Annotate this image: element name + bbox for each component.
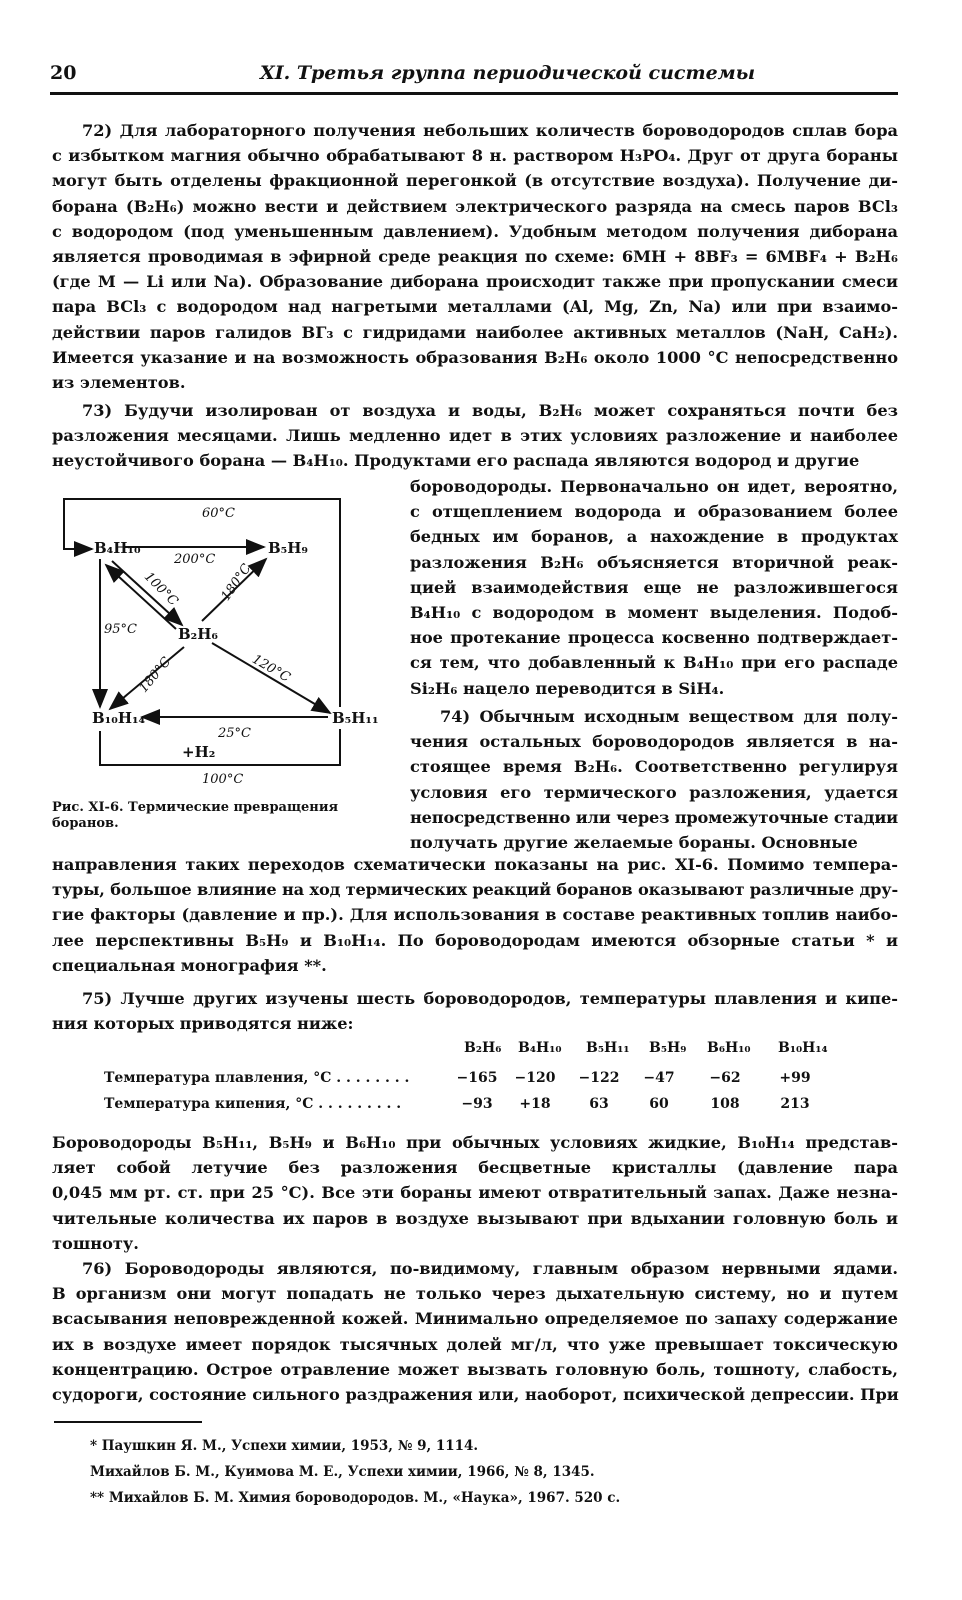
footnote-rule bbox=[54, 1421, 202, 1423]
running-title: XI. Третья группа периодической системы bbox=[260, 62, 756, 84]
text-line: их в воздухе имеет порядок тысячных долей мг/л, что уже превышает токсическую bbox=[52, 1334, 898, 1354]
text-line: В организм они могут попадать не только через дыхательную систему, но и путем bbox=[52, 1284, 898, 1304]
text-line: 72) Для лабораторного получения небольших количеств бороводородов сплав бора bbox=[82, 121, 898, 140]
text-line: непосредственно или через промежуточные стадии bbox=[410, 807, 898, 827]
label-100c-bottom: 100°C bbox=[202, 772, 244, 787]
text-line: тошноту. bbox=[52, 1233, 139, 1253]
table-cell: 60 bbox=[649, 1096, 669, 1112]
table-header: B₅H₁₁ bbox=[586, 1040, 630, 1056]
text-line: 75) Лучше других изучены шесть бороводородов, температуры плавления и кипе- bbox=[82, 989, 898, 1008]
text-line: с отщеплением водорода и образованием более bbox=[410, 502, 898, 522]
text-line: разложения месяцами. Лишь медленно идет в этих условиях разложение и наиболее bbox=[52, 426, 898, 446]
paragraph-75 bbox=[52, 986, 898, 1036]
label-h2: +H₂ bbox=[182, 743, 216, 761]
text-line: специальная монография **. bbox=[52, 955, 327, 975]
text-line: B₄H₁₀ с водородом в момент выделения. Подоб- bbox=[410, 603, 898, 623]
node-b2h6: B₂H₆ bbox=[178, 625, 218, 643]
text-line: лее перспективны B₅H₉ и B₁₀H₁₄. По бороводородам имеются обзорные статьи * и bbox=[52, 930, 898, 950]
text-line: концентрацию. Острое отравление может вызвать головную боль, тошноту, слабость, bbox=[52, 1359, 898, 1379]
text-line: неустойчивого борана — B₄H₁₀. Продуктами его распада являются водород и другие bbox=[52, 451, 860, 471]
text-line: чения остальных бороводородов является в на- bbox=[410, 732, 898, 752]
edge-120c bbox=[212, 643, 330, 713]
table-header: B₄H₁₀ bbox=[518, 1040, 562, 1056]
paragraph-73-top bbox=[52, 398, 898, 474]
paragraph-74-full bbox=[52, 852, 898, 978]
figure-caption: Рис. XI-6. Термические превращения боранов. bbox=[52, 800, 339, 831]
borane-transformations-diagram bbox=[52, 487, 392, 787]
table-cell: +18 bbox=[519, 1096, 551, 1112]
text-line: направления таких переходов схематически показаны на рис. XI-6. Помимо темпера- bbox=[52, 855, 898, 874]
text-line: ния которых приводятся ниже: bbox=[52, 1014, 354, 1034]
label-120c: 120°C bbox=[249, 651, 293, 686]
text-line: разложения B₂H₆ объясняется вторичной реак- bbox=[410, 552, 898, 572]
text-line: с водородом (под уменьшенным давлением). Удобным методом получения диборана bbox=[52, 221, 898, 241]
label-60c: 60°C bbox=[202, 506, 235, 521]
text-line: (где M — Li или Na). Образование диборана происходит также при пропускании смеси bbox=[52, 272, 898, 292]
table-cell: −165 bbox=[456, 1070, 498, 1086]
table-cell: +99 bbox=[779, 1070, 811, 1086]
footnote-1: * Паушкин Я. М., Успехи химии, 1953, № 9, 1114. bbox=[90, 1438, 479, 1454]
table-cell: −47 bbox=[643, 1070, 675, 1086]
page-number: 20 bbox=[50, 62, 77, 84]
table-header: B₅H₉ bbox=[649, 1040, 687, 1056]
header-rule bbox=[50, 92, 898, 95]
table-cell: −120 bbox=[514, 1070, 556, 1086]
text-line: получать другие желаемые бораны. Основные bbox=[410, 833, 858, 853]
text-line: ляет собой летучие без разложения бесцветные кристаллы (давление пара bbox=[52, 1158, 898, 1178]
text-line: Бороводороды B₅H₁₁, B₅H₉ и B₆H₁₀ при обычных условиях жидкие, B₁₀H₁₄ представ- bbox=[52, 1133, 898, 1152]
table-row-label: Температура кипения, °C . . . . . . . . . bbox=[104, 1096, 402, 1112]
footnote-2: Михайлов Б. М., Куимова М. Е., Успехи химии, 1966, № 8, 1345. bbox=[90, 1464, 595, 1480]
text-line: Имеется указание и на возможность образования B₂H₆ около 1000 °C непосредственно bbox=[52, 347, 898, 367]
node-b5h11: B₅H₁₁ bbox=[332, 709, 379, 727]
text-line: гие факторы (давление и пр.). Для использования в составе реактивных топлив наибо- bbox=[52, 905, 898, 925]
text-line: цией взаимодействия еще не разложившегося bbox=[410, 577, 898, 597]
table-cell: −122 bbox=[578, 1070, 620, 1086]
text-line: 74) Обычным исходным веществом для полу- bbox=[440, 707, 898, 726]
paragraph-73-side bbox=[410, 474, 898, 701]
text-line: пара BCl₃ с водородом над нагретыми металлами (Al, Mg, Zn, Na) или при взаимо- bbox=[52, 297, 898, 317]
table-cell: 213 bbox=[780, 1096, 810, 1112]
label-100c-diag: 100°C bbox=[140, 569, 181, 610]
text-line: Si₂H₆ нацело переводится в SiH₄. bbox=[410, 678, 725, 698]
text-line: действии паров галидов BГ₃ с гидридами наиболее активных металлов (NaH, CaH₂). bbox=[52, 322, 898, 342]
text-line: бедных им боранов, а нахождение в продуктах bbox=[410, 527, 898, 547]
text-line: с избытком магния обычно обрабатывают 8 н. раствором H₃PO₄. Друг от друга бораны bbox=[52, 146, 898, 166]
text-line: бороводороды. Первоначально он идет, вероятно, bbox=[410, 477, 898, 496]
label-180c-down: 180°C bbox=[136, 654, 175, 696]
footnote-3: ** Михайлов Б. М. Химия бороводородов. М., «Наука», 1967. 520 с. bbox=[90, 1490, 621, 1506]
text-line: всасывания неповрежденной кожей. Минимально определяемое по запаху содержание bbox=[52, 1309, 898, 1329]
table-header: B₁₀H₁₄ bbox=[778, 1040, 828, 1056]
text-line: 73) Будучи изолирован от воздуха и воды, B₂H₆ может сохраняться почти без bbox=[82, 401, 898, 420]
text-line: борана (B₂H₆) можно вести и действием электрического разряда на смесь паров BCl₃ bbox=[52, 196, 898, 216]
paragraph-76 bbox=[52, 1256, 898, 1407]
paragraph-72 bbox=[52, 118, 898, 395]
text-line: является проводимая в эфирной среде реакция по схеме: 6MH + 8BF₃ = 6MBF₄ + B₂H₆ bbox=[52, 247, 898, 267]
text-line: 76) Бороводороды являются, по-видимому, главным образом нервными ядами. bbox=[82, 1259, 898, 1278]
text-line: стоящее время B₂H₆. Соответственно регулируя bbox=[410, 757, 898, 777]
table-header: B₆H₁₀ bbox=[707, 1040, 751, 1056]
text-line: ное протекание процесса косвенно подтверждает- bbox=[410, 628, 898, 648]
node-b10h14: B₁₀H₁₄ bbox=[92, 709, 146, 727]
text-line: чительные количества их паров в воздухе вызывают при вдыхании головную боль и bbox=[52, 1208, 898, 1228]
label-180c-up: 180°C bbox=[218, 561, 255, 604]
table-cell: 63 bbox=[589, 1096, 609, 1112]
table-cell: −93 bbox=[461, 1096, 493, 1112]
paragraph-after-table bbox=[52, 1130, 898, 1256]
table-row-label: Температура плавления, °C . . . . . . . . bbox=[104, 1070, 410, 1086]
node-b5h9: B₅H₉ bbox=[268, 539, 308, 557]
text-line: 0,045 мм рт. ст. при 25 °C). Все эти бораны имеют отвратительный запах. Даже незна- bbox=[52, 1183, 898, 1203]
label-95c: 95°C bbox=[104, 622, 137, 637]
text-line: судороги, состояние сильного раздражения или, наоборот, психической депрессии. При bbox=[52, 1385, 899, 1405]
table-cell: 108 bbox=[710, 1096, 740, 1112]
table-header: B₂H₆ bbox=[464, 1040, 502, 1056]
text-line: туры, большое влияние на ход термических реакций боранов оказывают различные дру- bbox=[52, 880, 898, 900]
borane-properties-table bbox=[104, 1040, 864, 1120]
text-line: могут быть отделены фракционной перегонкой (в отсутствие воздуха). Получение ди- bbox=[52, 171, 898, 191]
node-b4h10: B₄H₁₀ bbox=[94, 539, 141, 557]
label-200c: 200°C bbox=[174, 552, 216, 567]
text-line: ся тем, что добавленный к B₄H₁₀ при его распаде bbox=[410, 653, 898, 673]
edge-60c bbox=[64, 499, 340, 707]
table-cell: −62 bbox=[709, 1070, 741, 1086]
text-line: условия его термического разложения, удается bbox=[410, 782, 898, 802]
page-header bbox=[50, 58, 898, 90]
text-line: из элементов. bbox=[52, 373, 186, 393]
label-25c: 25°C bbox=[218, 726, 251, 741]
paragraph-74-side bbox=[410, 704, 898, 855]
